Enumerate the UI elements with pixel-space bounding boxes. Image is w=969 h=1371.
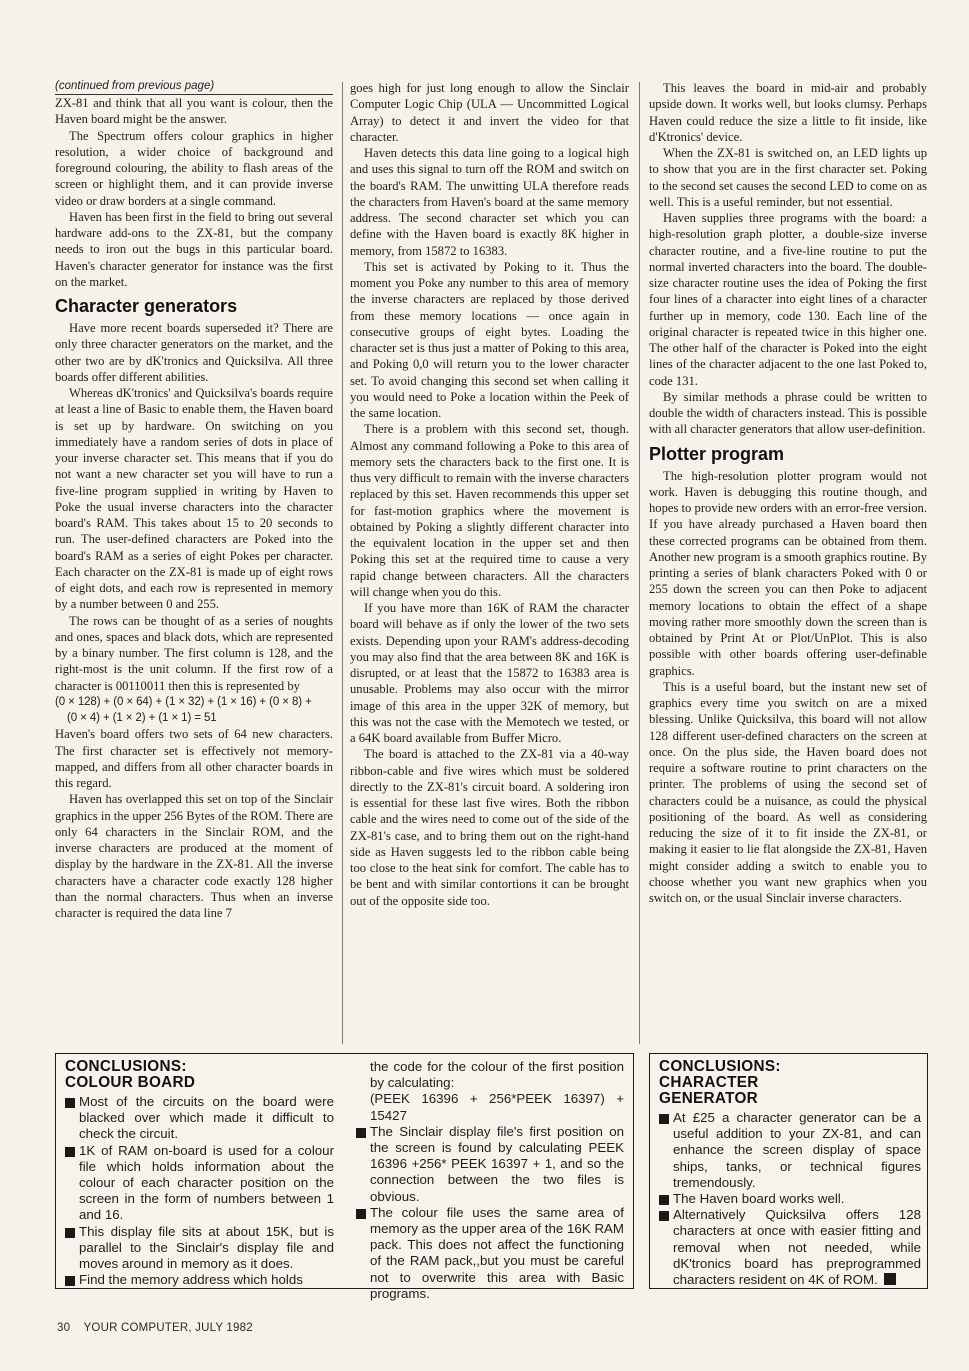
column-1 <box>55 79 333 921</box>
paragraph: Haven has overlapped this set on top of the Sinclair graphics in the upper 256 Bytes of the ROM. There are only 64 characters in the Sinclair ROM, and the inverse characters are produced at the moment of display by the hardware in the ZX-81. All the inverse characters have a character code exactly 128 higher than the normal characters. Thus when an inverse character is required the data line 7 <box>55 792 333 920</box>
paragraph: This leaves the board in mid-air and probably upside down. It works well, but looks clumsy. Perhaps Haven could reduce the size a little to fit inside, like d'Ktronics' device. <box>649 81 927 144</box>
section-heading-character-generators: Character generators <box>55 296 238 316</box>
paragraph: ZX-81 and think that all you want is colour, then the Haven board might be the answer. <box>55 96 333 127</box>
paragraph: If you have more than 16K of RAM the character board will behave as if only the lower of the two sets exists. Depending upon your RAM's address-decoding you may also find that the area between 8K and 16K is disrupted, or at least that the 15872 to 16383 area is unusable. Problems may also occur with the mirror image of this area in the upper 32K of memory, but this was not the case with the Memotech we tested, or a 64K board available from Buffer Micro. <box>350 601 629 745</box>
continued-note: (continued from previous page) <box>55 80 215 92</box>
paragraph: Haven supplies three programs with the board: a high-resolution graph plotter, a double-size inverse character routine, and a five-line routine to put the normal inverted characters into the board. The double-size character routine uses the idea of Poking the first four lines of a character into eight lines of a character further up in memory, code 130. Each line of the original character is repeated twice in this higher one. The other half of the character is Poked into the eight lines of the character adjacent to the one last Poked to, code 131. <box>649 211 927 388</box>
paragraph: There is a problem with this second set, though. Almost any command following a Poke to this area of memory sets the characters back to the first one. It is thus very difficult to remain with the inverse characters replaced by this set. Haven recommends this upper set for fast-motion graphics where the movement is obtained by Poking a slightly different character into the equivalent location in the upper set and then Poking this set at the required time to cause a very rapid change between characters. All the characters will change when you do this. <box>350 422 629 599</box>
paragraph: This set is activated by Poking to it. Thus the moment you Poke any number to this area of memory the inverse characters are replaced by those derived from these memory locations — once again in consecutive groups of eight bytes. Loading the character set is thus just a matter of Poking to this area, and Poking 0,0 will return you to the lower character set. To avoid changing this second set when calling it you would need to Poke a location within the Peek of the same location. <box>350 259 629 420</box>
paragraph: By similar methods a phrase could be written to double the width of characters instead. This is possible with all character generators that allow user-definition. <box>649 389 927 437</box>
bullet-item: The Haven board works well. <box>659 1191 921 1207</box>
paragraph: When the ZX-81 is switched on, an LED lights up to show that you are in the first character set. Poking to the second set causes the second LED to come on as well. This is a useful reminder, but not essential. <box>649 146 927 209</box>
box-title: COLOUR BOARD <box>65 1074 196 1091</box>
box-title: GENERATOR <box>659 1090 759 1107</box>
paragraph: Whereas dK'tronics' and Quicksilva's boards require at least a line of Basic to enable them, the Haven board is set up by hardware. On switching on you immediately have a random series of dots in place of your inverse character set. This means that if you do not want a new character set you will have to run a five-line program supplied in writing by Haven to Poke the usual inverse characters into the character board's RAM. This takes about 15 to 20 seconds to run. The user-defined characters are Poked into the board's RAM as a series of eight Pokes per character. Each character on the ZX-81 is made up of eight rows of eight dots, and each row is represented in memory by a number between 0 and 255. <box>55 386 333 612</box>
end-mark-icon <box>884 1273 896 1285</box>
paragraph: Haven detects this data line going to a logical high and uses this signal to turn off the ROM and switch on the board's RAM. The unwitting ULA therefore reads the characters from Haven's board at the same memory address. The second character set which you can define with the Haven board is exactly 8K higher in memory, from 15872 to 16383. <box>350 146 629 258</box>
continued-rule <box>55 94 333 95</box>
bullet-square-icon <box>65 1098 75 1108</box>
bullet-square-icon <box>659 1211 669 1221</box>
box-left-column <box>65 1059 334 1288</box>
column-2 <box>350 80 629 909</box>
bullet-continuation: the code for the colour of the first position by calculating: <box>370 1059 624 1091</box>
bullet-item: The colour file uses the same area of memory as the upper area of the 16K RAM pack. This does not affect the functioning of the RAM pack,,but you must be careful not to overwrite this area with Basic programs. <box>356 1205 624 1302</box>
bullet-item: Find the memory address which holds <box>65 1272 334 1288</box>
section-heading-plotter-program: Plotter program <box>649 443 785 464</box>
bullet-square-icon <box>356 1209 366 1219</box>
box-right-column <box>356 1059 624 1302</box>
conclusions-colour-board-box <box>55 1053 634 1301</box>
bullet-item: The Sinclair display file's first position on the screen is found by calculating PEEK 16396 +256* PEEK 16397 + 1, and so the connection between the two files is obvious. <box>356 1124 624 1205</box>
bullet-square-icon <box>659 1114 669 1124</box>
paragraph: The Spectrum offers colour graphics in higher resolution, a wider choice of background and foreground colouring, the ability to flash areas of the screen or highlight them, and it can provide inverse video or draw borders at a single command. <box>55 128 333 208</box>
box-title: CONCLUSIONS: <box>659 1058 781 1075</box>
bullet-item: At £25 a character generator can be a useful addition to your ZX-81, and can enhance the screen display of space ships, tanks, or technical figures tremendously. <box>659 1110 921 1191</box>
bullet-square-icon <box>659 1195 669 1205</box>
binary-formula-line-1: (0 × 128) + (0 × 64) + (1 × 32) + (1 × 16) + (0 × 8) + <box>55 695 312 708</box>
bullet-item: Most of the circuits on the board were blacked over which made it difficult to check the circuit. <box>65 1094 334 1143</box>
conclusions-character-generator-box <box>649 1053 928 1289</box>
paragraph: The board is attached to the ZX-81 via a 40-way ribbon-cable and five wires which must be soldered directly to the ZX-81's circuit board. A soldering iron is essential for these last five wires. Both the ribbon cable and the wires need to come out of the side of the ZX-81's case, and to bring them out on the right-hand side as Haven suggests led to the ribbon cable being too close to the heat sink for comfort. The cable has to be bent and with similar contortions it can be brought out of the opposite side too. <box>350 747 629 908</box>
colour-address-formula: (PEEK 16396 + 256*PEEK 16397) + 15427 <box>370 1091 624 1123</box>
column-divider <box>342 82 343 1044</box>
page-footer: 30 YOUR COMPUTER, JULY 1982 <box>57 1322 253 1334</box>
paragraph: Haven has been first in the field to bring out several hardware add-ons to the ZX-81, but the company needs to iron out the bugs in this particular board. Haven's character generator for instance was the first on the market. <box>55 209 333 289</box>
box-title: CHARACTER <box>659 1074 759 1091</box>
paragraph: The high-resolution plotter program would not work. Haven is debugging this routine though, and hopes to provide new orders with an error-free version. If you have already purchased a Haven board then these corrected programs can be obtained from them. Another new program is a smooth graphics routine. By printing a series of blank characters Poked with 0 or 255 down the screen you can then Poke to adjacent memory locations to obtain the effect of a shape moving rather more smoothly down the screen than is obtained by Print At or Plot/UnPlot. This is also possible with other boards offering user-definable graphics. <box>649 468 927 678</box>
paragraph: The rows can be thought of as a series of noughts and ones, spaces and black dots, which are represented by a binary number. The first column is 128, and the right-most is the unit column. If the first row of a character is 00110011 then this is represented by <box>55 613 333 693</box>
bullet-item: This display file sits at about 15K, but is parallel to the Sinclair's display file and moves around in memory as it does. <box>65 1224 334 1273</box>
paragraph: Haven's board offers two sets of 64 new characters. The first character set is effectively not memory-mapped, and differs from all other character boards in this regard. <box>55 727 333 790</box>
paragraph: This is a useful board, but the instant new set of graphics every time you switch on are a mixed blessing. Unlike Quicksilva, this board will not allow 128 different user-defined characters on the screen at once. On the plus side, the Haven board does not require a software routine to print characters on the printer. The problems of using the second set of characters could be a nuisance, as could the physical positioning of the board. As well as considering reducing the size of it to fit inside the ZX-81, or making it easier to lie flat alongside the ZX-81, Haven might consider adding a switch to enable you to choose whether you want new graphics when you switch on, or the usual Sinclair inverse characters. <box>649 679 927 905</box>
bullet-square-icon <box>65 1276 75 1286</box>
paragraph: goes high for just long enough to allow the Sinclair Computer Logic Chip (ULA — Uncommitted Logical Array) to detect it and invert the video for that character. <box>350 81 629 144</box>
bullet-item: Alternatively Quicksilva offers 128 characters at once with easier fitting and removal when not needed, while dK'tronics board has preprogrammed characters resident on 4K of ROM. <box>659 1207 921 1288</box>
paragraph: Have more recent boards superseded it? There are only three character generators on the market, and the other two are by dK'tronics and Quicksilva. All three boards offer different abilities. <box>55 321 333 384</box>
box-title: CONCLUSIONS: <box>65 1058 187 1075</box>
bullet-square-icon <box>65 1228 75 1238</box>
bullet-square-icon <box>65 1147 75 1157</box>
bullet-square-icon <box>356 1128 366 1138</box>
column-divider <box>639 82 640 1044</box>
column-3 <box>649 80 927 906</box>
bullet-item: 1K of RAM on-board is used for a colour file which holds information about the colour of each character position on the screen in the form of numbers between 1 and 16. <box>65 1143 334 1224</box>
binary-formula-line-2: (0 × 4) + (1 × 2) + (1 × 1) = 51 <box>67 712 217 724</box>
box-column <box>659 1059 921 1288</box>
